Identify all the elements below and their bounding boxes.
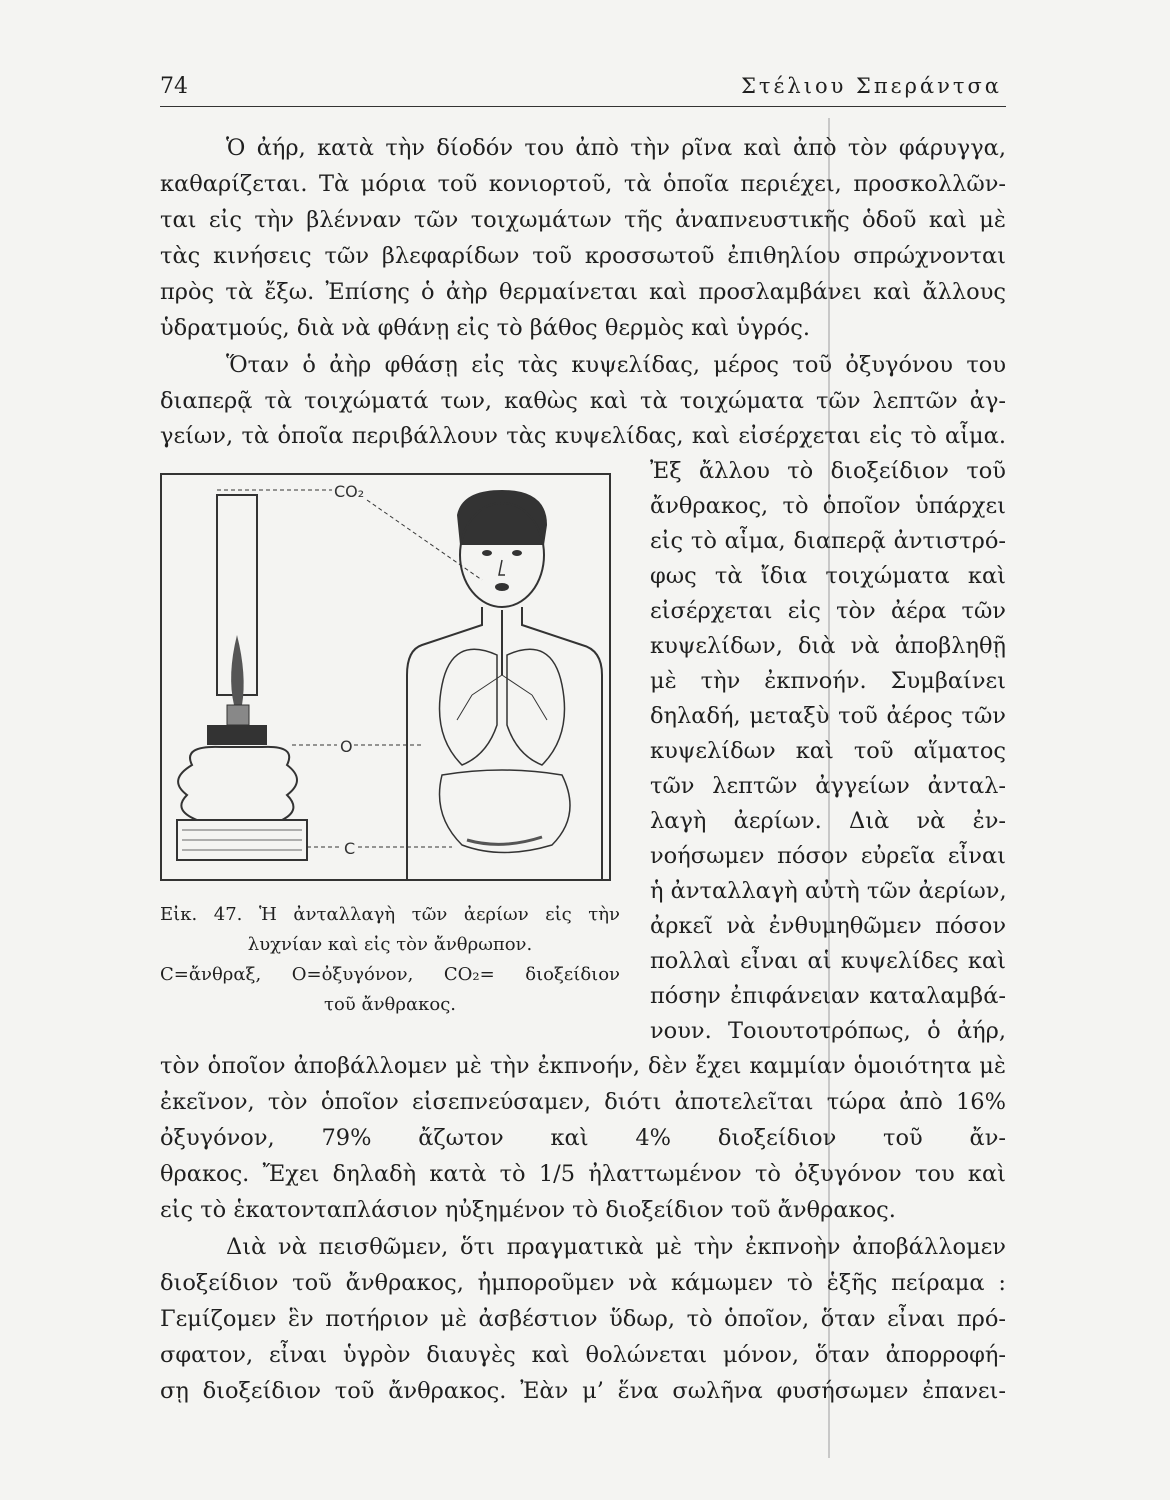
- text-line: Ἐξ ἄλλου τὸ διοξείδιον τοῦ: [650, 458, 1006, 484]
- text-line: νουν. Τοιουτοτρόπως, ὁ ἀήρ,: [650, 1018, 1006, 1044]
- text-line: διοξείδιον τοῦ ἄνθρακος, ἠμποροῦμεν νὰ κάμωμεν τὸ ἑξῆς πείραμα :: [160, 1270, 1006, 1296]
- text-line: πολλαὶ εἶναι αἱ κυψελίδες καὶ: [650, 948, 1006, 974]
- text-line: ται εἰς τὴν βλένναν τῶν τοιχωμάτων τῆς ἀναπνευστικῆς ὁδοῦ καὶ μὲ: [160, 207, 1006, 233]
- text-line: φως τὰ ἴδια τοιχώματα καὶ: [650, 563, 1006, 589]
- text-line: λαγὴ ἀερίων. Διὰ νὰ ἐν-: [650, 808, 1006, 834]
- text-line: εἰς τὸ ἑκατονταπλάσιον ηὐξημένον τὸ διοξείδιον τοῦ ἄνθρακος.: [160, 1197, 896, 1223]
- stomach: [440, 770, 571, 853]
- text-line: εἰς τὸ αἷμα, διαπερᾷ ἀντιστρό-: [650, 528, 1006, 554]
- text-line: εἰσέρχεται εἰς τὸν ἀέρα τῶν: [650, 598, 1006, 624]
- lamp-flame: [231, 635, 244, 705]
- text-line: σῃ διοξείδιον τοῦ ἄνθρακος. Ἐὰν μ’ ἕνα σωλῆνα φυσήσωμεν ἐπανει-: [160, 1378, 1006, 1404]
- right-lung: [507, 649, 565, 765]
- label-o: O: [340, 737, 353, 756]
- text-line: νοήσωμεν πόσον εὐρεῖα εἶναι: [650, 843, 1006, 869]
- page-number: 74: [160, 74, 188, 99]
- text-line: καθαρίζεται. Τὰ μόρια τοῦ κονιορτοῦ, τὰ ὁποῖα περιέχει, προσκολλῶν-: [160, 171, 1006, 197]
- caption-line: C=ἄνθραξ, O=ὀξυγόνον, CO₂= διοξείδιον: [160, 964, 620, 985]
- text-line: τὸν ὁποῖον ἀποβάλλομεν μὲ τὴν ἐκπνοήν, δὲν ἔχει καμμίαν ὁμοιότητα μὲ: [160, 1053, 1006, 1079]
- lamp-reservoir: [178, 747, 297, 820]
- text-line: πόσην ἐπιφάνειαν καταλαμβά-: [650, 983, 1006, 1009]
- text-line: ἡ ἀνταλλαγὴ αὐτὴ τῶν ἀερίων,: [650, 878, 1007, 904]
- text-line: τῶν λεπτῶν ἀγγείων ἀνταλ-: [650, 773, 1006, 799]
- figure-caption: [160, 900, 620, 1020]
- caption-line: Εἰκ. 47. Ἡ ἀνταλλαγὴ τῶν ἀερίων εἰς τὴν: [160, 904, 620, 925]
- text-line: θρακος. Ἔχει δηλαδὴ κατὰ τὸ 1/5 ἠλαττωμένον τὸ ὀξυγόνον του καὶ: [160, 1161, 1006, 1187]
- body-outline-left: [407, 607, 482, 879]
- text-line: ἐκεῖνον, τὸν ὁποῖον εἰσεπνεύσαμεν, διότι ἀποτελεῖται τώρα ἀπὸ 16%: [160, 1089, 1006, 1115]
- hair: [457, 490, 547, 545]
- figure-gas-exchange: [160, 473, 611, 881]
- text-line: Ὁ ἀήρ, κατὰ τὴν δίοδόν του ἀπὸ τὴν ρῖνα καὶ ἀπὸ τὸν φάρυγγα,: [226, 135, 1006, 161]
- caption-line: λυχνίαν καὶ εἰς τὸν ἄνθρωπον.: [247, 934, 533, 955]
- left-lung: [440, 649, 498, 765]
- text-line: Ὅταν ὁ ἀὴρ φθάσῃ εἰς τὰς κυψελίδας, μέρος τοῦ ὀξυγόνου του: [226, 352, 1006, 378]
- text-line: διαπερᾷ τὰ τοιχώματά των, καθὼς καὶ τὰ τοιχώματα τῶν λεπτῶν ἀγ-: [160, 388, 1006, 414]
- figure-illustration: [162, 475, 609, 879]
- text-line: ὑδρατμούς, διὰ νὰ φθάνῃ εἰς τὸ βάθος θερμὸς καὶ ὑγρός.: [160, 315, 811, 341]
- lamp-burner: [227, 705, 249, 725]
- text-line: Διὰ νὰ πεισθῶμεν, ὅτι πραγματικὰ μὲ τὴν ἐκπνοὴν ἀποβάλλομεν: [226, 1234, 1006, 1260]
- text-line: γείων, τὰ ὁποῖα περιβάλλουν τὰς κυψελίδας, καὶ εἰσέρχεται εἰς τὸ αἷμα.: [160, 423, 1006, 449]
- text-line: πρὸς τὰ ἔξω. Ἐπίσης ὁ ἀὴρ θερμαίνεται καὶ προσλαμβάνει καὶ ἄλλους: [160, 279, 1006, 305]
- text-line: τὰς κινήσεις τῶν βλεφαρίδων τοῦ κροσσωτοῦ ἐπιθηλίου σπρώχνονται: [160, 243, 1006, 269]
- text-line: μὲ τὴν ἐκπνοήν. Συμβαίνει: [650, 668, 1006, 694]
- text-line: σφατον, εἶναι ὑγρὸν διαυγὲς καὶ θολώνεται μόνον, ὅταν ἀπορροφή-: [160, 1342, 1006, 1368]
- running-head: Στέλιου Σπεράντσα: [741, 74, 1002, 98]
- text-line: Γεμίζομεν ἓν ποτήριον μὲ ἀσβέστιον ὕδωρ, τὸ ὁποῖον, ὅταν εἶναι πρό-: [160, 1306, 1006, 1332]
- text-line: κυψελίδων καὶ τοῦ αἵματος: [650, 738, 1006, 764]
- label-co2: CO₂: [334, 482, 365, 501]
- page-header: [160, 74, 1006, 107]
- text-line: δηλαδή, μεταξὺ τοῦ ἀέρος τῶν: [650, 703, 1006, 729]
- label-c: C: [344, 839, 356, 858]
- caption-line: τοῦ ἄνθρακος.: [323, 994, 457, 1015]
- text-line: ὀξυγόνον, 79% ἄζωτον καὶ 4% διοξείδιον τοῦ ἄν-: [160, 1125, 1006, 1151]
- text-line: ἄνθρακος, τὸ ὁποῖον ὑπάρχει: [650, 493, 1006, 519]
- text-line: ἀρκεῖ νὰ ἐνθυμηθῶμεν πόσον: [650, 913, 1006, 939]
- lamp-collar: [207, 725, 267, 745]
- text-line: κυψελίδων, διὰ νὰ ἀποβληθῇ: [650, 633, 1006, 659]
